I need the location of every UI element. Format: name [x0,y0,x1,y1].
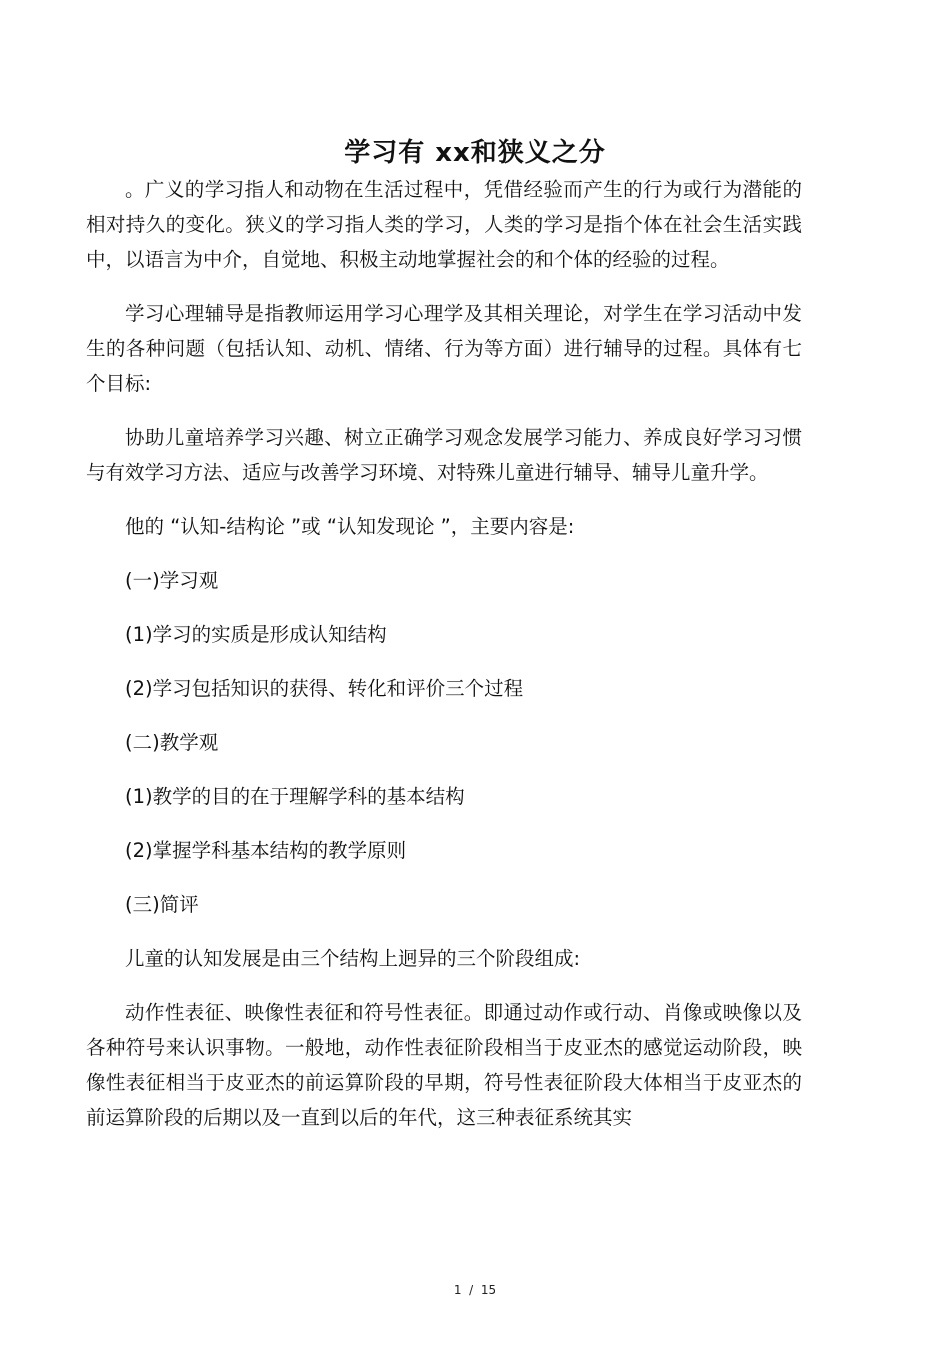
paragraph-7: (2)学习包括知识的获得、转化和评价三个过程 [125,677,524,700]
paragraph-2: 学习心理辅导是指教师运用学习心理学及其相关理论，对学生在学习活动中发生的各种问题（包括认知、动机、情绪、行为等方面）进行辅导的过程。具体有七个目标: [86,302,802,395]
document-body [86,172,802,1135]
paragraph-12: 儿童的认知发展是由三个结构上迥异的三个阶段组成: [125,947,581,970]
paragraph-8: (二)教学观 [125,731,219,754]
page-number: 1 / 15 [453,1283,497,1297]
paragraph-10: (2)掌握学科基本结构的教学原则 [125,839,407,862]
paragraph-11: (三)简评 [125,893,199,916]
paragraph-1: 。广义的学习指人和动物在生活过程中，凭借经验而产生的行为或行为潜能的相对持久的变化。狭义的学习指人类的学习，人类的学习是指个体在社会生活实践中，以语言为中介，自觉地、积极主动地掌握社会的和个体的经验的过程。 [86,178,802,271]
paragraph-9: (1)教学的目的在于理解学科的基本结构 [125,785,465,808]
document-title: 学习有 xx和狭义之分 [344,138,606,169]
paragraph-13: 动作性表征、映像性表征和符号性表征。即通过动作或行动、肖像或映像以及各种符号来认识事物。一般地，动作性表征阶段相当于皮亚杰的感觉运动阶段，映像性表征相当于皮亚杰的前运算阶段的早期，符号性表征阶段大体相当于皮亚杰的前运算阶段的后期以及一直到以后的年代，这三种表征系统其实 [86,1001,802,1129]
paragraph-4: 他的 “认知-结构论 ”或 “认知发现论 ”，主要内容是: [125,515,575,538]
paragraph-6: (1)学习的实质是形成认知结构 [125,623,387,646]
paragraph-3: 协助儿童培养学习兴趣、树立正确学习观念发展学习能力、养成良好学习习惯与有效学习方法、适应与改善学习环境、对特殊儿童进行辅导、辅导儿童升学。 [86,426,802,484]
paragraph-5: (一)学习观 [125,569,219,592]
